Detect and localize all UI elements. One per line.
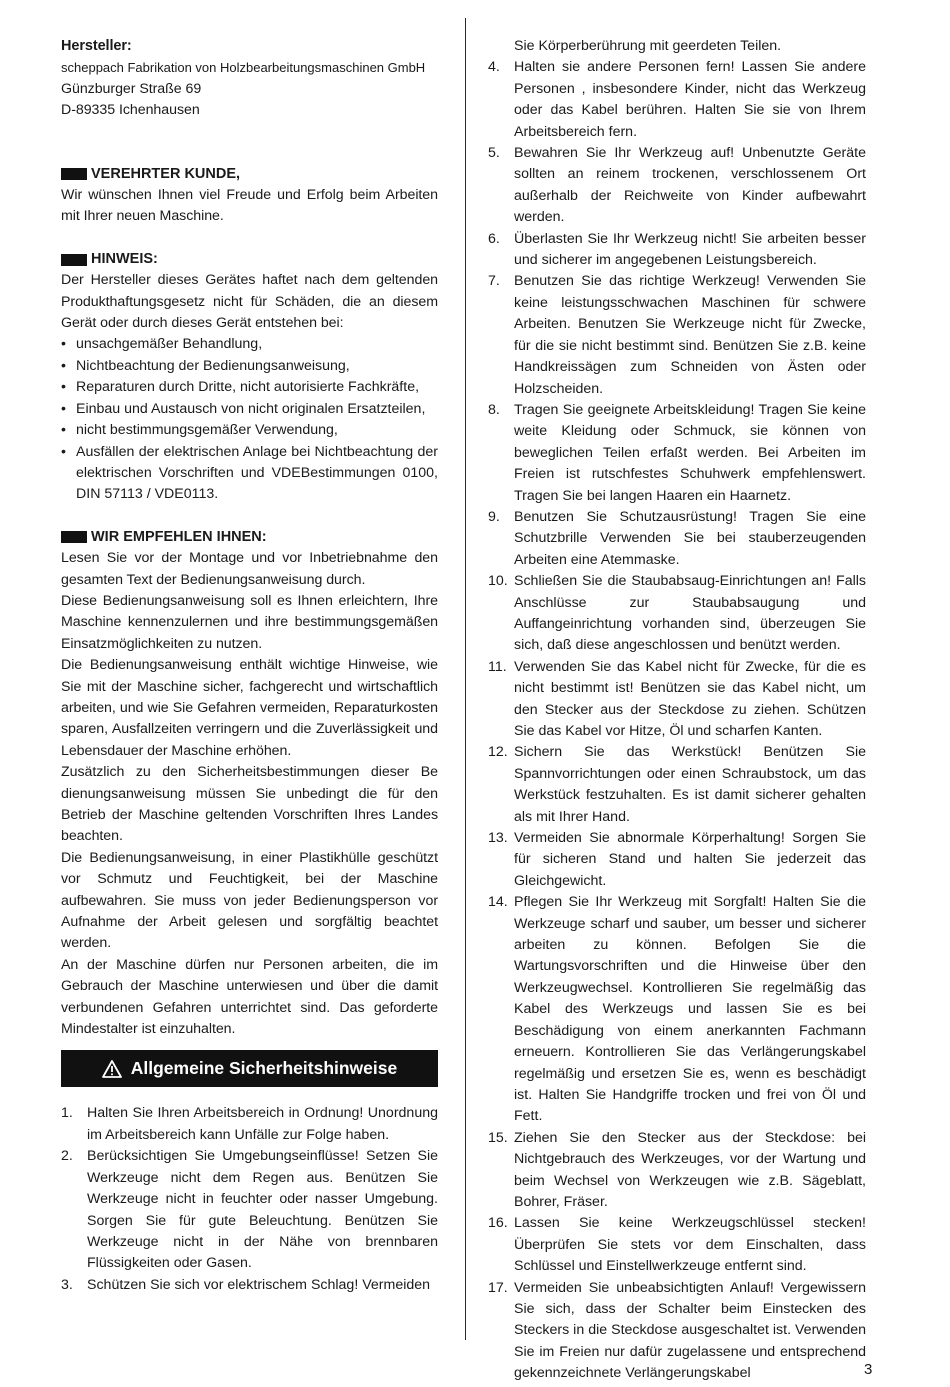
manufacturer-company: scheppach Fabrikation von Holzbearbeitungsmaschinen GmbH — [61, 60, 426, 76]
note-section — [61, 249, 438, 506]
list-item: 15. Ziehen Sie den Stecker aus der Steckdose: bei Nichtgebrauch des Werkzeuges, vor der Wartung und beim Wechsel von Werkzeugen wie z.B. Sägeblatt, Bohrer, Fräser. — [488, 1129, 866, 1210]
recommend-paragraph: Die Bedienungsanweisung, in einer Plastikhülle geschützt vor Schmutz und Feuchtigkeit, bei der Maschine aufbewahren. Sie muss von jeder Bedienungsperson vor Aufnahme der Arbeit gelesen und sorgfältig beachtet werden. — [61, 849, 438, 952]
manufacturer-street: Günzburger Straße 69 — [61, 80, 202, 97]
list-item: 17. Vermeiden Sie unbeabsichtigten Anlauf! Vergewissern Sie sich, dass der Schalter beim Einstecken des Steckers in die Steckdose ausgeschaltet ist. Verwenden Sie im Freien nur dafür zugelassene und entsprechend gekennzeichnete Verlängerungskabel — [488, 1279, 866, 1382]
customer-text: Wir wünschen Ihnen viel Freude und Erfolg beim Arbeiten mit Ihrer neuen Maschine. — [61, 187, 438, 225]
left-column — [61, 36, 438, 1296]
recommend-paragraph: An der Maschine dürfen nur Personen arbeiten, die im Gebrauch der Maschine unterwiesen und über die damit verbundenen Gefahren unterrichtet sind. Das geforderte Mindestalter ist einzuhalten. — [61, 956, 438, 1038]
list-item: 3. Schützen Sie sich vor elektrischem Schlag! Vermeiden — [61, 1276, 431, 1293]
list-item: 9. Benutzen Sie Schutzausrüstung! Tragen Sie eine Schutzbrille Verwenden Sie bei stauberzeugenden Arbeiten eine Atemmaske. — [488, 508, 866, 568]
list-item: 10. Schließen Sie die Staubabsaug-Einrichtungen an! Falls Anschlüsse zur Staubabsaugung und Auffangeinrichtung vorhanden sind, überzeugen Sie sich, daß diese angeschlossen und benützt werden. — [488, 573, 866, 654]
list-item: 8. Tragen Sie geeignete Arbeitskleidung! Tragen Sie keine weite Kleidung oder Schmuck, sie können von beweglichen Teilen erfaßt werden. Bei Arbeiten im Freien ist rutschfestes Schuhwerk empfehlenswert. Tragen Sie bei langen Haaren ein Haarnetz. — [488, 401, 866, 504]
heading-marker-icon — [61, 254, 87, 266]
list-item: 12. Sichern Sie das Werkstück! Benützen Sie Spannvorrichtungen oder einen Schraubstock, um das Werkstück festzuhalten. Es ist damit sicherer gehalten als mit Ihrer Hand. — [488, 744, 866, 825]
list-item: 2. Berücksichtigen Sie Umgebungseinflüsse! Setzen Sie Werkzeuge nicht dem Regen aus. Benützen Sie Werkzeuge nicht in feuchter oder nasser Umgebung. Sorgen Sie für gute Beleuchtung. Benützen Sie Werkzeuge nicht in der Nähe von brennbaren Flüssigkeiten oder Gasen. — [61, 1148, 438, 1272]
note-heading: HINWEIS: — [61, 249, 438, 270]
list-item: 6. Überlasten Sie Ihr Werkzeug nicht! Sie arbeiten besser und sicherer im angegebenen Leistungsbereich. — [488, 230, 866, 269]
customer-section — [61, 164, 438, 228]
note-list — [61, 334, 438, 505]
recommend-paragraph: Die Bedienungsanweisung enthält wichtige Hinweise, wie Sie mit der Maschine sicher, fachgerecht und wirtschaftlich arbeiten, und wie Sie Gefahren vermeiden, Reparaturkosten sparen, Ausfallzeiten verringern und die Zuverlässigkeit und Lebensdauer der Maschine erhöhen. — [61, 657, 438, 759]
manufacturer-label: Hersteller: — [61, 38, 132, 54]
warning-triangle-icon — [102, 1060, 122, 1078]
heading-marker-icon — [61, 168, 87, 180]
list-item: 16. Lassen Sie keine Werkzeugschlüssel stecken! Überprüfen Sie stets vor dem Einschalten, dass Schlüssel und Einstellwerkzeuge entfernt sind. — [488, 1215, 866, 1275]
manufacturer-city: D-89335 Ichenhausen — [61, 102, 200, 119]
recommend-paragraph: Zusätzlich zu den Sicherheitsbestimmungen dieser Be dienungsanweisung müssen Sie unbedingt die für den Betrieb der Maschine geltenden Vorschriften Ihres Landes beachten. — [61, 764, 438, 845]
right-column — [488, 36, 866, 1385]
rule-3-continued: Sie Körperberührung mit geerdeten Teilen. — [514, 38, 782, 54]
column-divider — [465, 18, 466, 1340]
list-item: • Nichtbeachtung der Bedienungsanweisung, — [61, 356, 438, 377]
manufacturer-block — [61, 36, 438, 122]
safety-banner-title: Allgemeine Sicherheitshinweise — [130, 1058, 398, 1079]
note-intro: Der Hersteller dieses Gerätes haftet nach dem geltenden Produkthaftungsgesetz nicht für Schäden, die an diesem Gerät oder durch dieses Gerät entstehen bei: — [61, 272, 438, 332]
list-item: 5. Bewahren Sie Ihr Werkzeug auf! Unbenutzte Geräte sollten an reinem trockenen, verschlossenem Ort außerhalb der Reichweite von Kinder aufbewahrt werden. — [488, 145, 866, 226]
list-item: • Einbau und Austausch von nicht originalen Ersatzteilen, — [61, 399, 438, 420]
recommend-heading: WIR EMPFEHLEN IHNEN: — [61, 527, 438, 548]
list-item: • Ausfällen der elektrischen Anlage bei Nichtbeachtung der elektrischen Vorschriften und VDEBestimmungen 0100, DIN 57113 / VDE0113. — [61, 442, 438, 506]
safety-rules-right — [488, 57, 866, 1384]
list-item: 13. Vermeiden Sie abnormale Körperhaltung! Sorgen Sie für sicheren Stand und halten Sie jederzeit das Gleichgewicht. — [488, 830, 866, 889]
list-item: 7. Benutzen Sie das richtige Werkzeug! Verwenden Sie keine leistungsschwachen Maschinen für schwere Arbeiten. Benutzen Sie Werkzeuge nicht für Zwecke, für die sie nicht bestimmt sind. Benützen Sie z.B. keine Handkreissägen zum Schneiden von Ästen oder Holzscheiden. — [488, 273, 866, 397]
list-item: • Reparaturen durch Dritte, nicht autorisierte Fachkräfte, — [61, 377, 438, 398]
heading-marker-icon — [61, 531, 87, 543]
list-item: 4. Halten sie andere Personen fern! Lassen Sie andere Personen , insbesondere Kinder, nicht das Werkzeug oder das Kabel berühren. Halten Sie sie von Ihrem Arbeitsbereich fern. — [488, 59, 866, 140]
recommend-paragraph: Diese Bedienungsanweisung soll es Ihnen erleichtern, Ihre Maschine kennenzulernen und ihre bestimmungsgemäßen Einsatzmöglichkeiten zu nutzen. — [61, 592, 438, 652]
list-item: • unsachgemäßer Behandlung, — [61, 334, 438, 355]
page-number: 3 — [864, 1361, 873, 1378]
list-item: 1. Halten Sie Ihren Arbeitsbereich in Ordnung! Unordnung im Arbeitsbereich kann Unfälle zur Folge haben. — [61, 1105, 438, 1143]
list-item: • nicht bestimmungsgemäßer Verwendung, — [61, 420, 438, 441]
list-item: 11. Verwenden Sie das Kabel nicht für Zwecke, für die es nicht bestimmt ist! Benützen sie das Kabel nicht, um den Stecker aus der Steckdose zu ziehen. Schützen Sie das Kabel vor Hitze, Öl und scharfen Kanten. — [488, 658, 866, 739]
safety-banner — [61, 1050, 438, 1087]
recommend-section — [61, 527, 438, 1041]
recommend-paragraph: Lesen Sie vor der Montage und vor Inbetriebnahme den gesamten Text der Bedienungsanweisung durch. — [61, 550, 438, 588]
customer-heading: VEREHRTER KUNDE, — [61, 164, 438, 185]
list-item: 14. Pflegen Sie Ihr Werkzeug mit Sorgfalt! Halten Sie die Werkzeuge scharf und sauber, um besser und sicherer arbeiten zu können. Befolgen Sie die Wartungsvorschriften und die Hinweise über den Werkzeugwechsel. Kontrollieren Sie regelmäßig das Kabel des Werkzeugs und lassen Sie es bei Beschädigung von einem anerkannten Fachmann erneuern. Kontrollieren Sie das Verlängerungskabel regelmäßig und ersetzen Sie es, wenn es beschädigt ist. Halten Sie Handgriffe trocken und frei von Öl und Fett. — [488, 894, 866, 1125]
safety-rules-left — [61, 1103, 438, 1296]
